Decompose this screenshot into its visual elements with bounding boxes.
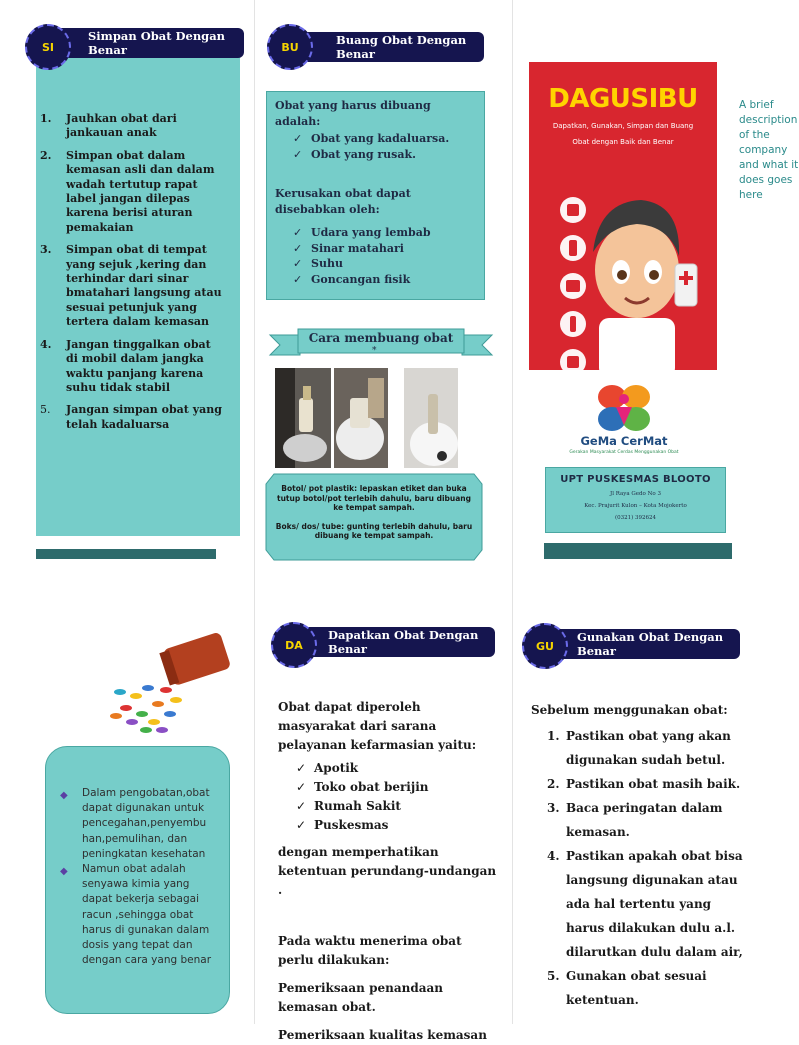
da-paragraph-2: dengan memperhatikan ketentuan perundang-undangan .: [278, 845, 497, 897]
da-list: [296, 759, 500, 835]
list-item: 5. Gunakan obat sesuai ketentuan.: [547, 969, 707, 1007]
list-item: 2. Simpan obat dalam kemasan asli dan dalam wadah tertutup rapat label jangan dilepas karena berisi aturan pemakaian: [40, 148, 215, 234]
list-item: 2. Pastikan obat masih baik.: [547, 777, 741, 791]
cover-side-text: A brief description of the company and what it does goes here: [739, 99, 799, 201]
photo-bottle-2: [334, 368, 388, 468]
si-title: Simpan Obat Dengan Benar: [88, 29, 226, 57]
list-item: ◆ Dalam pengobatan,obat dapat digunakan untuk pencegahan,penyembu han,pemulihan, dan peningkatan kesehatan: [60, 787, 210, 860]
org-box: [545, 467, 726, 533]
gu-list: [531, 724, 743, 1012]
list-item: ✓ Puskesmas: [296, 816, 500, 835]
photo-bottle-1: [275, 368, 331, 468]
cover-footer-bar: [544, 543, 732, 559]
intro-bullets: [60, 786, 220, 968]
bu-panel: [266, 91, 485, 300]
list-item: 5. Jangan simpan obat yang telah kadaluarsa: [40, 403, 222, 431]
bu-cause: Kerusakan obat dapat disebabkan oleh:: [275, 187, 411, 216]
bu-instruction-2: Boks/ dos/ tube: gunting terlebih dahulu, baru dibuang ke tempat sampah.: [275, 521, 473, 540]
logo-tagline: Gerakan Masyarakat Cerdas Menggunakan Obat: [569, 450, 679, 455]
da-paragraph-4: Pemeriksaan penandaan kemasan obat.: [278, 981, 443, 1014]
gu-title: Gunakan Obat Dengan Benar: [577, 630, 724, 658]
si-list: [40, 112, 222, 432]
list-item: ✓ Obat yang kadaluarsa.: [293, 131, 476, 147]
da-paragraph-1: Obat dapat diperoleh masyarakat dari sarana pelayanan kefarmasian yaitu:: [278, 700, 477, 752]
logo-name: GeMa CerMat: [580, 434, 668, 448]
bu-list2: [293, 225, 476, 287]
da-content: [278, 698, 500, 1045]
ribbon-dot: *: [372, 346, 377, 356]
photo-bottle-3: [404, 368, 458, 468]
list-item: 4. Jangan tinggalkan obat di mobil dalam jangka waktu panjang karena suhu tidak stabil: [40, 337, 211, 394]
gu-intro: Sebelum menggunakan obat:: [531, 703, 728, 717]
diamond-bullet-icon: ◆: [60, 790, 68, 801]
org-address-1: Jl Raya Gedo No 3: [610, 491, 661, 497]
list-item: 3. Baca peringatan dalam kemasan.: [547, 801, 723, 839]
column-divider-2: [512, 0, 513, 1024]
list-item: ✓ Goncangan fisik: [293, 272, 476, 288]
bu-instructions: [274, 484, 474, 541]
list-item: 4. Pastikan apakah obat bisa langsung digunakan atau ada hal tertentu yang harus dilakukan dulu a.l. dilarutkan dulu dalam air,: [547, 849, 743, 959]
pill-bottle-image: [106, 626, 236, 734]
si-badge: SI: [25, 24, 71, 70]
bu-list1: [293, 131, 476, 162]
bu-title: Buang Obat Dengan Benar: [336, 33, 467, 61]
list-item: ✓ Suhu: [293, 256, 476, 272]
org-name: UPT PUSKESMAS BLOOTO: [560, 474, 711, 485]
bu-intro: Obat yang harus dibuang adalah:: [275, 99, 431, 128]
cover-title: DAGUSIBU: [548, 84, 698, 114]
gema-cermat-logo-icon: [594, 381, 654, 435]
diamond-bullet-icon: ◆: [60, 866, 68, 878]
list-item: ✓ Toko obat berijin: [296, 778, 500, 797]
cover-image: [529, 62, 717, 370]
list-item: ✓ Udara yang lembab: [293, 225, 476, 241]
cover-subtitle-2: Obat dengan Baik dan Benar: [572, 138, 674, 146]
bu-badge: BU: [267, 24, 313, 70]
list-item: 3. Simpan obat di tempat yang sejuk ,kering dan terhindar dari sinar bmatahari langsung atau sesuai petunjuk yang tertera dalam kemasan: [40, 243, 222, 329]
list-item: ✓ Rumah Sakit: [296, 797, 500, 816]
gu-badge: GU: [522, 623, 568, 669]
da-paragraph-5: Pemeriksaan kualitas kemasan: [278, 1028, 487, 1042]
list-item: ✓ Apotik: [296, 759, 500, 778]
bu-instruction-1: Botol/ pot plastik: lepaskan etiket dan buka tutup botol/pot terlebih dahulu, baru dibuang ke tempat sampah.: [276, 484, 471, 512]
da-paragraph-3: Pada waktu menerima obat perlu dilakukan:: [278, 934, 462, 967]
cover-mascot: [529, 152, 717, 370]
gu-content: [531, 700, 743, 1012]
column-divider-1: [254, 0, 255, 1024]
list-item: 1. Pastikan obat yang akan digunakan sudah betul.: [547, 729, 731, 767]
da-badge: DA: [271, 622, 317, 668]
list-item: 1. Jauhkan obat dari jankauan anak: [40, 112, 177, 140]
list-item: ✓ Sinar matahari: [293, 241, 476, 257]
da-title: Dapatkan Obat Dengan Benar: [328, 628, 479, 656]
si-header: [48, 28, 244, 58]
cover-subtitle-1: Dapatkan, Gunakan, Simpan dan Buang: [552, 122, 694, 130]
list-item: ✓ Obat yang rusak.: [293, 147, 476, 163]
list-item: ◆ Namun obat adalah senyawa kimia yang dapat bekerja sebagai racun ,sehingga obat harus di gunakan dalam dosis yang tepat dan dengan cara yang benar: [60, 863, 212, 967]
ribbon-title: Cara membuang obat: [308, 331, 454, 345]
si-footer-bar: [36, 549, 216, 559]
org-phone: (0321) 392624: [614, 515, 657, 521]
org-address-2: Kec. Prajurit Kulon – Kota Mojokerto: [584, 503, 687, 509]
